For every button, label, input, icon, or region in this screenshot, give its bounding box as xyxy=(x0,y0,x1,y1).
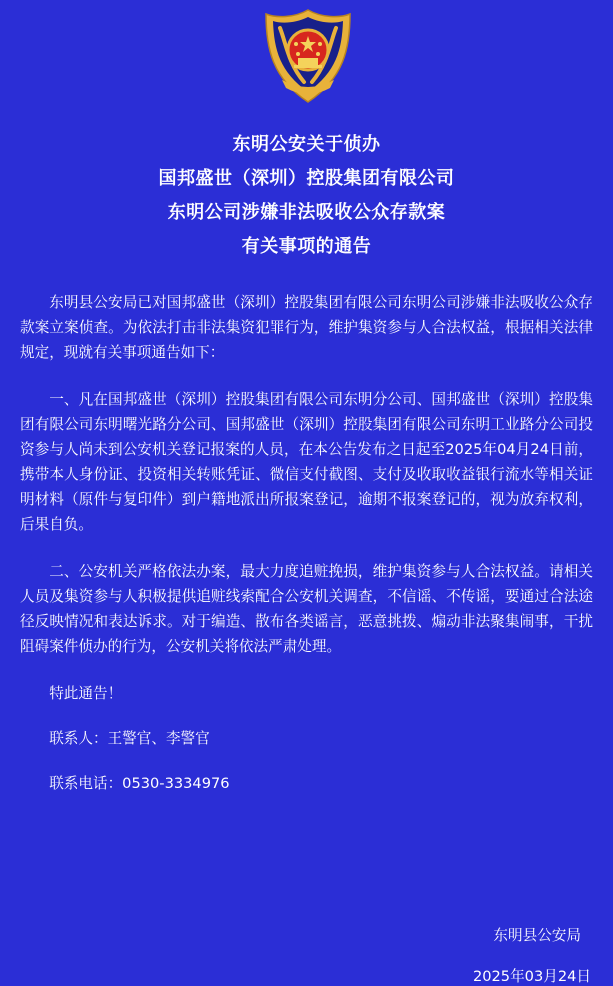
contact-person: 联系人：王警官、李警官 xyxy=(49,730,210,747)
notice-title xyxy=(0,128,613,264)
title-line-4: 有关事项的通告 xyxy=(241,236,372,257)
contact-phone: 联系电话：0530-3334976 xyxy=(49,775,230,792)
title-line-1: 东明公安关于侦办 xyxy=(232,134,381,155)
issue-date: 2025年03月24日 xyxy=(472,968,591,985)
issuer-signature: 东明县公安局 xyxy=(493,927,581,944)
item-1-paragraph: 一、凡在国邦盛世（深圳）控股集团有限公司东明分公司、国邦盛世（深圳）控股集团有限公司东明曙光路分公司、国邦盛世（深圳）控股集团有限公司东明工业路分公司投资参与人尚未到公安机关登记报案的人员，在本公告发布之日起至2025年04月24日前，携带本人身份证、投资相关转账凭证、微信支付截图、支付及收取收益银行流水等相关证明材料（原件与复印件）到户籍地派出所报案登记，逾期不报案登记的，视为放弃权利，后果自负。 xyxy=(20,391,593,533)
intro-paragraph: 东明县公安局已对国邦盛世（深圳）控股集团有限公司东明公司涉嫌非法吸收公众存款案立案侦查。为依法打击非法集资犯罪行为，维护集资参与人合法权益，根据相关法律规定，现就有关事项通告如下： xyxy=(20,294,593,361)
item-2-paragraph: 二、公安机关严格依法办案，最大力度追赃挽损，维护集资参与人合法权益。请相关人员及集资参与人积极提供追赃线索配合公安机关调查，不信谣、不传谣，要通过合法途径反映情况和表达诉求。对于编造、散布各类谣言，恶意挑拨、煽动非法聚集闹事，干扰阻碍案件侦办的行为，公安机关将依法严肃处理。 xyxy=(20,563,593,655)
notice-body xyxy=(20,290,593,816)
closing-notice: 特此通告！ xyxy=(49,685,123,702)
police-emblem-icon xyxy=(262,8,354,106)
title-line-3: 东明公司涉嫌非法吸收公众存款案 xyxy=(167,202,446,223)
title-line-2: 国邦盛世（深圳）控股集团有限公司 xyxy=(158,168,455,189)
